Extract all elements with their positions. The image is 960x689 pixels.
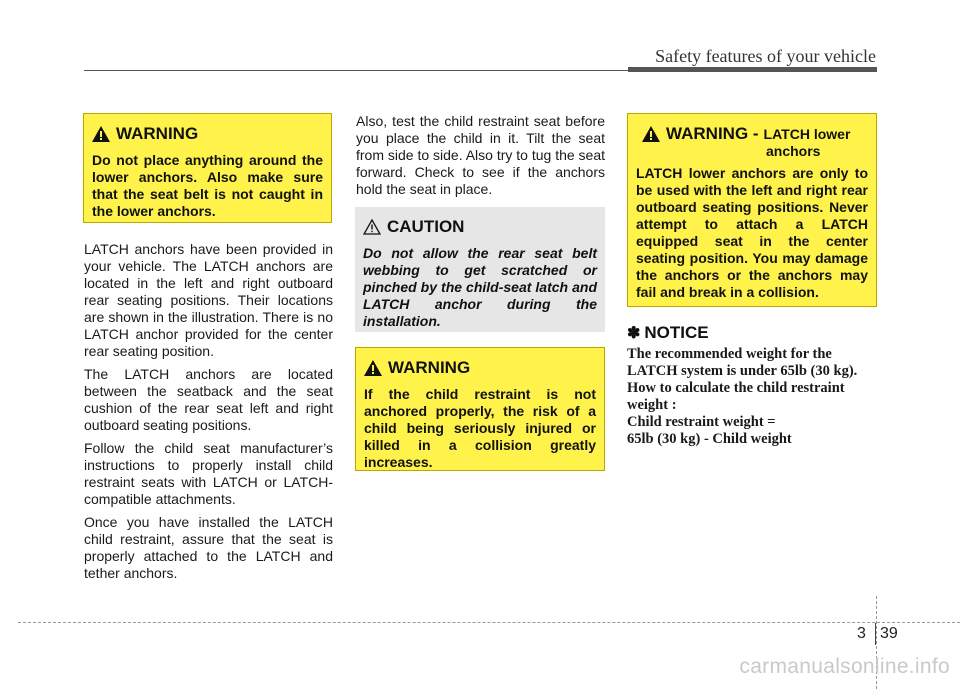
paragraph: LATCH anchors have been provided in your vehicle. The LATCH anchors are located in the left and right outboard rear seating positions. Their locations are shown in the illustration. There is no LATCH anchor provided for the center rear seating position. [84, 241, 333, 359]
notice-line: 65lb (30 kg) - Child weight [627, 431, 792, 447]
notice-line: How to calculate the child restraint [627, 380, 845, 396]
notice-star-icon: ✽ [627, 325, 641, 342]
paragraph: Once you have installed the LATCH child restraint, assure that the seat is properly attached to the LATCH and tether anchors. [84, 514, 333, 581]
warning-box-child-restraint [355, 347, 605, 471]
notice-heading [627, 323, 709, 343]
chapter-number: 3 [857, 625, 866, 642]
page-number-divider [875, 623, 876, 645]
warning-text: LATCH lower anchors are only to be used with the left and right rear outboard seating positions. Never attempt to attach a LATCH equipped seat in the center seating position. You may damage the anchors or the anchors may fail and break in a collision. [636, 165, 868, 300]
notice-line: weight : [627, 397, 677, 413]
warning-triangle-icon [92, 126, 110, 142]
crop-mark-horizontal [18, 622, 960, 623]
warning-text: If the child restraint is not anchored properly, the risk of a child being seriously injured or killed in a collision greatly increases. [364, 386, 596, 470]
warning-heading [364, 358, 596, 378]
header-accent-bar [628, 67, 877, 72]
caution-box [355, 207, 605, 332]
paragraph: The LATCH anchors are located between the seatback and the seat cushion of the rear seat left and right outboard seating positions. [84, 366, 333, 433]
caution-heading-text: CAUTION [387, 217, 465, 236]
notice-line: LATCH system is under 65lb (30 kg). [627, 363, 858, 379]
page-header-title: Safety features of your vehicle [655, 46, 876, 66]
caution-triangle-icon [363, 219, 381, 235]
notice-text [627, 346, 877, 448]
caution-text: Do not allow the rear seat belt webbing to get scratched or pinched by the child-seat latch and LATCH anchor during the installation. [363, 245, 597, 329]
notice-line: Child restraint weight = [627, 414, 776, 430]
notice-heading-text: NOTICE [644, 323, 709, 342]
warning-box-lower-anchors [83, 113, 332, 223]
paragraph: Also, test the child restraint seat before you place the child in it. Tilt the seat from side to side. Also try to tug the seat forward. Check to see if the anchors hold the seat in place. [356, 113, 606, 197]
warning-subheading-line2: anchors [766, 143, 821, 159]
warning-triangle-icon [364, 360, 382, 376]
warning-box-latch-lower-anchors [627, 113, 877, 307]
left-column-text [84, 241, 333, 588]
warning-subheading-line1: LATCH lower [763, 126, 851, 142]
watermark: carmanualsonline.info [739, 655, 950, 678]
warning-heading [636, 124, 868, 159]
page-number: 39 [880, 625, 898, 642]
paragraph: Follow the child seat manufacturer’s instructions to properly install child restraint seats with LATCH or LATCH-compatible attachments. [84, 440, 333, 507]
caution-heading [363, 217, 597, 237]
notice-line: The recommended weight for the [627, 346, 832, 362]
middle-column-text [356, 113, 605, 204]
warning-triangle-icon [642, 126, 660, 142]
warning-text: Do not place anything around the lower anchors. Also make sure that the seat belt is not caught in the lower anchors. [92, 152, 323, 219]
warning-heading-text: WARNING [388, 358, 471, 377]
warning-heading [92, 124, 323, 144]
warning-heading-text: WARNING [116, 124, 199, 143]
warning-heading-text: WARNING - [666, 124, 759, 143]
